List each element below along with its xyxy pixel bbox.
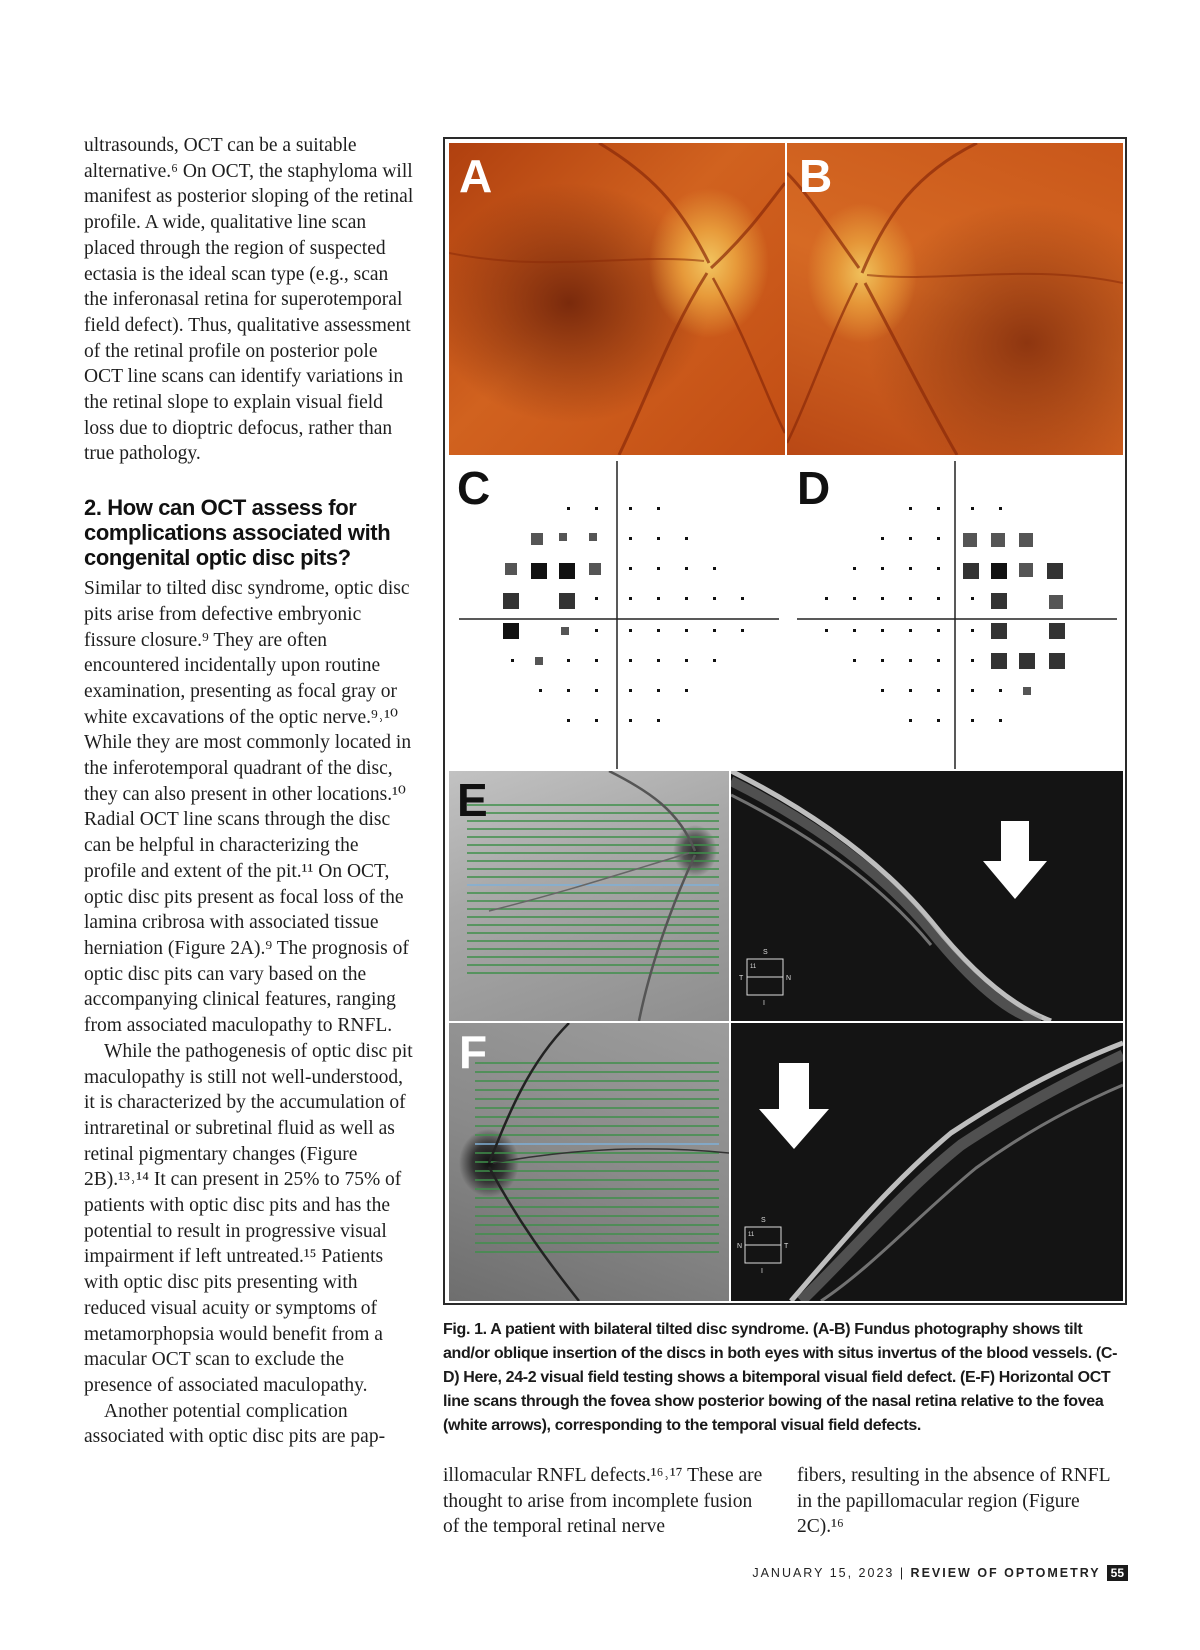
panel-label: A	[459, 150, 493, 202]
oct-image-f	[731, 1023, 1123, 1301]
body-paragraph: Another potential complication associated with optic disc pits are pap-	[84, 1400, 386, 1448]
panel-label: B	[799, 150, 833, 202]
panel-label: F	[459, 1026, 488, 1078]
body-paragraph: ultrasounds, OCT can be a suitable alternative.⁶ On OCT, the staphyloma will manifest as posterior sloping of the retinal profile. A wide, qualitative line scan placed through the region of suspected ectasia is the ideal scan type (e.g., scan the inferonasal retina for superotemporal field defect). Thus, qualitative assessment of the retinal profile on posterior pole OCT line scans can identify variations in the retinal slope to explain visual field loss due to dioptric defocus, rather than true pathology.	[84, 135, 414, 465]
oct-image-e	[731, 771, 1123, 1021]
body-paragraph: Similar to tilted disc syndrome, optic disc pits arise from defective embryonic fissure closure.⁹ They are often encountered incidentally upon routine examination, presenting as focal gray or white excavations of the optic nerve.⁹˒¹⁰ While they are most commonly located in the inferotemporal quadrant of the disc, they can also present in other locations.¹⁰ Radial OCT line scans through the disc can be helpful in characterizing the profile and extent of the pit.¹¹ On OCT, optic disc pits present as focal loss of the lamina cribrosa with associated tissue herniation (Figure 2A).⁹ The prognosis of optic disc pits can vary based on the accompanying clinical features, ranging from associated maculopathy to RNFL.	[84, 578, 412, 1037]
vessels-b	[787, 143, 1123, 455]
panel-e-infrared-scan-map	[449, 771, 729, 1021]
visual-field-plot-c	[449, 457, 785, 769]
footer-date: JANUARY 15, 2023 |	[752, 1566, 911, 1580]
vessels-a	[449, 143, 785, 455]
body-paragraph: illomacular RNFL defects.¹⁶˒¹⁷ These are thought to arise from incomplete fusion of the temporal retinal nerve	[443, 1465, 763, 1538]
figure-caption: Fig. 1. A patient with bilateral tilted disc syndrome. (A-B) Fundus photography shows tilt and/or oblique insertion of the discs in both eyes with situs invertus of the blood vessels. (C-D) Here, 24-2 visual field testing shows a bitemporal visual field defect. (E-F) Horizontal OCT line scans through the fovea show posterior bowing of the nasal retina relative to the fovea (white arrows), corresponding to the temporal visual field defects.	[443, 1321, 1118, 1434]
white-arrow-icon	[759, 1063, 829, 1149]
panel-a-fundus-photo	[449, 143, 785, 455]
page-footer	[752, 1565, 1128, 1581]
oct-label-t: T	[784, 1243, 789, 1250]
oct-label-i: I	[761, 1268, 763, 1275]
oct-label-i: I	[763, 1000, 765, 1007]
oct-label-n: N	[737, 1243, 743, 1250]
section-heading: 2. How can OCT assess for complications associated with congenital optic disc pits?	[84, 495, 391, 571]
page-number: 55	[1107, 1565, 1128, 1581]
left-column	[84, 133, 414, 1450]
panel-d-visual-field	[787, 457, 1123, 769]
body-paragraph: While the pathogenesis of optic disc pit maculopathy is still not well-understood, it is characterized by the accumulation of intraretinal or subretinal fluid as well as retinal pigmentary changes (Figure 2B).¹³˒¹⁴ It can present in 25% to 75% of patients with optic disc pits and has the potential to result in progressive visual impairment if left untreated.¹⁵ Patients with optic disc pits presenting with reduced visual acuity or symptoms of metamorphopsia would benefit from a macular OCT scan to exclude the presence of associated maculopathy.	[84, 1040, 413, 1396]
white-arrow-icon	[983, 821, 1047, 899]
panel-e-oct-bscan	[731, 771, 1123, 1021]
oct-label-num: 11	[750, 964, 757, 970]
oct-label-t: T	[739, 975, 744, 982]
panel-f-oct-bscan	[731, 1023, 1123, 1301]
body-column-3	[797, 1463, 1127, 1540]
panel-label: D	[797, 462, 831, 514]
scan-lines-e	[449, 771, 729, 1021]
panel-c-visual-field	[449, 457, 785, 769]
oct-label-s: S	[761, 1217, 766, 1224]
visual-field-plot-d	[787, 457, 1123, 769]
oct-label-n: N	[786, 975, 792, 982]
panel-label: E	[457, 774, 488, 826]
oct-label-num: 11	[748, 1232, 755, 1238]
figure-1	[443, 137, 1127, 1305]
panel-label: C	[457, 462, 491, 514]
panel-b-fundus-photo	[787, 143, 1123, 455]
footer-publication: REVIEW OF OPTOMETRY	[910, 1566, 1101, 1580]
body-column-2	[443, 1463, 773, 1540]
panel-f-infrared-scan-map	[449, 1023, 729, 1301]
oct-label-s: S	[763, 949, 768, 956]
scan-lines-f	[449, 1023, 729, 1301]
body-paragraph: fibers, resulting in the absence of RNFL in the papillomacular region (Figure 2C).¹⁶	[797, 1465, 1110, 1538]
